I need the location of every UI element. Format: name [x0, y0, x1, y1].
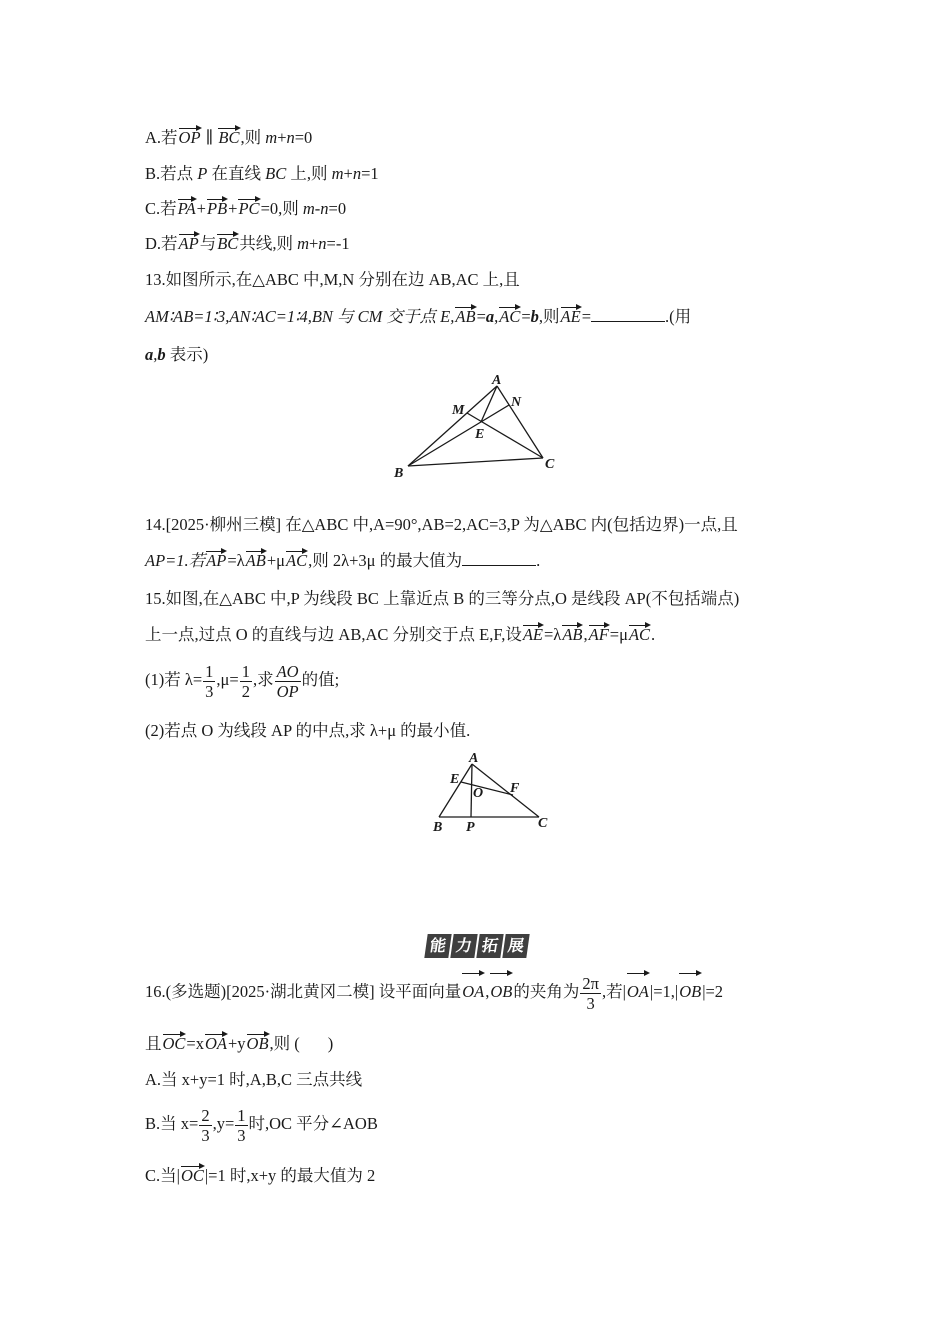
section-banner	[426, 934, 528, 958]
q12-option-b: B.若点 P 在直线 BC 上,则 m+n=1	[145, 164, 379, 183]
banner-char: 拓	[476, 934, 503, 958]
segment-bc	[408, 458, 543, 466]
segment-ab	[408, 386, 497, 466]
q12-option-d: D.若AP与BC共线,则 m+n=-1	[145, 234, 350, 253]
q15-triangle-figure	[425, 750, 565, 840]
q16-line1: 16.(多选题)[2025·湖北黄冈二模] 设平面向量OA,OB的夹角为 $\frac{2\pi}{3}$ ,若|OA|=1,|OB|=2	[145, 973, 724, 1013]
answer-blank	[462, 551, 536, 566]
q15-line2: 上一点,过点 O 的直线与边 AB,AC 分别交于点 E,F,设AE=λAB,AF=μAC.	[145, 625, 656, 644]
label-b: B	[433, 820, 443, 835]
vector-bc: BC	[218, 128, 240, 147]
q15-sub2: (2)若点 O 为线段 AP 的中点,求 λ+μ 的最小值.	[145, 721, 471, 740]
label-a: A	[492, 373, 502, 388]
label-a: A	[469, 751, 479, 766]
label-n: N	[511, 395, 522, 410]
vector-op: OP	[178, 128, 201, 147]
q12-option-c: C.若PA+PB+PC=0,则 m-n=0	[145, 199, 347, 218]
label-e: E	[475, 427, 485, 442]
q13-line3: a,b 表示)	[145, 345, 209, 364]
label-c: C	[545, 457, 555, 472]
q15-sub1: (1)若 λ= $\frac{1}{3}$ ,μ= $\frac{1}{2}$ ,求 $\frac{AO}{OP}$ 的值;	[145, 661, 340, 701]
q16-option-b: B.当 x= $\frac{2}{3}$ ,y= $\frac{1}{3}$ 时,OC 平分∠AOB	[145, 1105, 378, 1145]
label-p: P	[466, 820, 475, 835]
q16-option-c: C.当|OC|=1 时,x+y 的最大值为 2	[145, 1166, 376, 1185]
answer-blank	[591, 307, 665, 322]
segment-ef	[461, 782, 513, 795]
q13-line2: AM∶AB=1∶3,AN∶AC=1∶4,BN 与 CM 交于点 E,AB=a,AC=b,则AE= .(用	[145, 307, 692, 326]
q13-triangle-figure	[380, 370, 580, 485]
q16-option-a: A.当 x+y=1 时,A,B,C 三点共线	[145, 1070, 363, 1089]
q16-line2: 且OC=xOA+yOB,则 ( )	[145, 1034, 334, 1053]
label-b: B	[394, 466, 404, 481]
q15-line1: 15.如图,在△ABC 中,P 为线段 BC 上靠近点 B 的三等分点,O 是线段 AP(不包括端点)	[145, 589, 740, 608]
q14-line2: AP=1.若AP=λAB+μAC,则 2λ+3μ 的最大值为 .	[145, 551, 541, 570]
q14-line1: 14.[2025·柳州三模] 在△ABC 中,A=90°,AB=2,AC=3,P 为△ABC 内(包括边界)一点,且	[145, 515, 738, 534]
segment-ap	[471, 764, 472, 817]
label-m: M	[452, 403, 465, 418]
q13-line1: 13.如图所示,在△ABC 中,M,N 分别在边 AB,AC 上,且	[145, 270, 520, 289]
q12-option-a: A.若OP ∥ BC,则 m+n=0	[145, 128, 313, 147]
banner-char: 力	[450, 934, 477, 958]
label-c: C	[538, 816, 548, 831]
label-f: F	[510, 781, 520, 796]
banner-char: 展	[502, 934, 529, 958]
label-o: O	[473, 786, 484, 801]
banner-char: 能	[424, 934, 451, 958]
label-e: E	[450, 772, 460, 787]
